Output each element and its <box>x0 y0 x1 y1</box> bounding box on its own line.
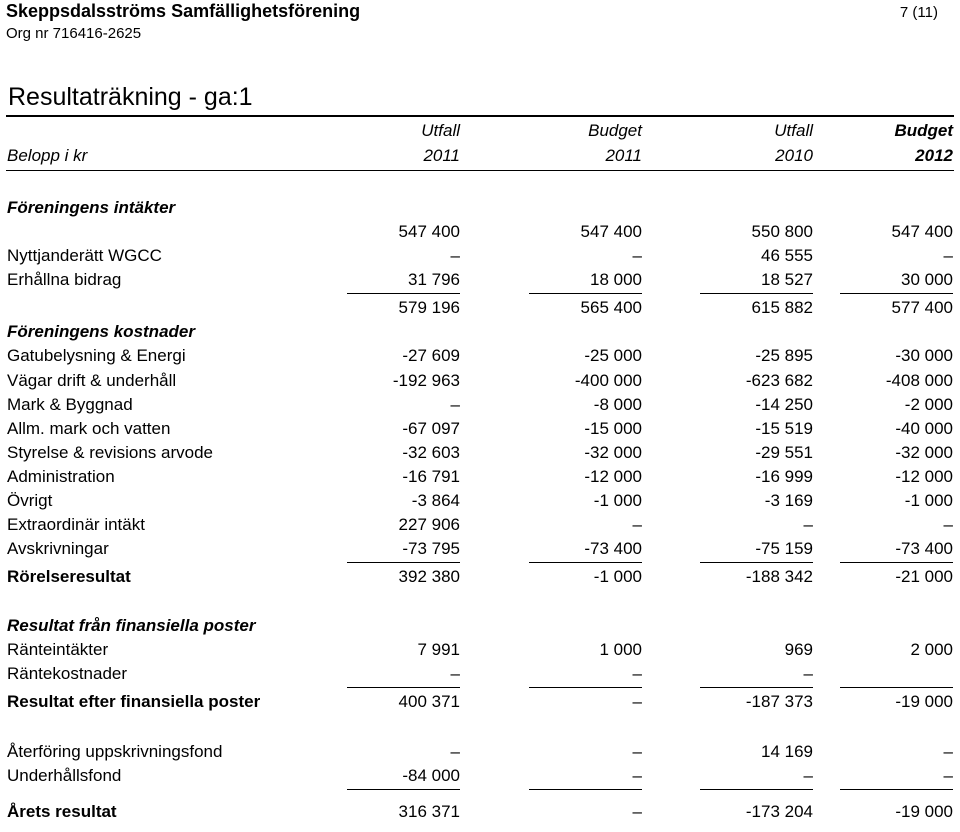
row-label: Resultat från finansiella poster <box>7 616 256 635</box>
cell-value: -32 603 <box>402 443 460 462</box>
cell-value: 579 196 <box>398 298 460 317</box>
page-number: 7 (11) <box>899 4 938 21</box>
organization-name: Skeppsdalsströms Samfällighetsförening <box>6 1 361 21</box>
row-label: Gatubelysning & Energi <box>7 346 186 365</box>
cell-value: – <box>450 742 460 761</box>
cell-value: -75 159 <box>755 539 813 558</box>
row-label: Rörelseresultat <box>7 567 131 586</box>
table-row <box>0 441 960 465</box>
cell-value: 18 000 <box>590 270 642 289</box>
cell-value: -1 000 <box>593 567 642 586</box>
cell-value: – <box>632 515 642 534</box>
cell-value: -192 963 <box>392 371 460 390</box>
subtotal-row <box>0 296 960 320</box>
cell-value: 227 906 <box>398 515 460 534</box>
column-header-row-2 <box>0 144 960 168</box>
cell-value: -27 609 <box>402 346 460 365</box>
cell-value: 615 882 <box>751 298 813 317</box>
cell-value: 316 371 <box>398 802 460 821</box>
row-label: Föreningens intäkter <box>7 198 176 217</box>
column-header-utfall-2010: Utfall <box>774 121 813 140</box>
cell-value: -1 000 <box>904 491 953 510</box>
cell-value: 547 400 <box>398 222 460 241</box>
column-header-row-1 <box>0 119 960 143</box>
sum-underline <box>347 789 460 790</box>
cell-value: 2 000 <box>910 640 953 659</box>
cell-value: -2 000 <box>904 395 953 414</box>
sum-underline <box>347 562 460 563</box>
section-heading-costs <box>0 320 960 344</box>
row-label: Mark & Byggnad <box>7 395 133 414</box>
amount-unit-label: Belopp i kr <box>7 146 88 165</box>
cell-value: -30 000 <box>895 346 953 365</box>
row-label: Årets resultat <box>7 802 117 821</box>
header-divider <box>6 170 954 171</box>
table-row <box>0 513 960 537</box>
cell-value: -29 551 <box>755 443 813 462</box>
cell-value: 547 400 <box>580 222 642 241</box>
table-row <box>0 489 960 513</box>
cell-value: -15 519 <box>755 419 813 438</box>
cell-value: -19 000 <box>895 692 953 711</box>
column-year-utfall-2010: 2010 <box>775 146 813 165</box>
cell-value: – <box>803 664 813 683</box>
cell-value: 392 380 <box>398 567 460 586</box>
cell-value: 18 527 <box>761 270 813 289</box>
table-row <box>0 662 960 686</box>
row-label: Underhållsfond <box>7 766 122 785</box>
row-label: Styrelse & revisions arvode <box>7 443 213 462</box>
sum-underline <box>529 293 642 294</box>
cell-value: 565 400 <box>580 298 642 317</box>
cell-value: -84 000 <box>402 766 460 785</box>
row-label: Avskrivningar <box>7 539 109 558</box>
cell-value: -15 000 <box>584 419 642 438</box>
cell-value: – <box>943 515 953 534</box>
column-header-utfall-2011: Utfall <box>421 121 460 140</box>
cell-value: 7 991 <box>417 640 460 659</box>
table-row <box>0 740 960 764</box>
cell-value: – <box>450 246 460 265</box>
sum-underline <box>700 562 813 563</box>
sum-underline <box>529 562 642 563</box>
sum-underline <box>529 687 642 688</box>
result-row-operating <box>0 565 960 589</box>
cell-value: – <box>450 395 460 414</box>
cell-value: -73 795 <box>402 539 460 558</box>
table-row <box>0 220 960 244</box>
cell-value: – <box>632 692 642 711</box>
column-header-budget-2011: Budget <box>588 121 642 140</box>
cell-value: -40 000 <box>895 419 953 438</box>
cell-value: 14 169 <box>761 742 813 761</box>
cell-value: -400 000 <box>574 371 642 390</box>
row-label: Räntekostnader <box>7 664 128 683</box>
row-label: Föreningens kostnader <box>7 322 195 341</box>
row-label: Nyttjanderätt WGCC <box>7 246 162 265</box>
row-label: Vägar drift & underhåll <box>7 371 177 390</box>
cell-value: -3 169 <box>764 491 813 510</box>
row-label: Övrigt <box>7 491 53 510</box>
sum-underline <box>700 293 813 294</box>
table-row <box>0 268 960 292</box>
cell-value: 550 800 <box>751 222 813 241</box>
sum-underline <box>700 687 813 688</box>
row-label: Administration <box>7 467 115 486</box>
sum-underline <box>347 293 460 294</box>
column-year-budget-2011: 2011 <box>605 146 642 165</box>
sum-underline <box>529 789 642 790</box>
cell-value: -187 373 <box>745 692 813 711</box>
table-row <box>0 369 960 393</box>
cell-value: -32 000 <box>895 443 953 462</box>
cell-value: -8 000 <box>593 395 642 414</box>
table-row <box>0 638 960 662</box>
sum-underline <box>700 789 813 790</box>
cell-value: -67 097 <box>402 419 460 438</box>
column-year-utfall-2011: 2011 <box>423 146 460 165</box>
cell-value: – <box>943 742 953 761</box>
cell-value: 547 400 <box>891 222 953 241</box>
section-heading-income <box>0 196 960 220</box>
column-header-budget-2012: Budget <box>894 121 953 140</box>
row-label: Återföring uppskrivningsfond <box>7 742 223 761</box>
row-label: Extraordinär intäkt <box>7 515 145 534</box>
column-year-budget-2012: 2012 <box>915 146 953 165</box>
cell-value: -16 791 <box>402 467 460 486</box>
sum-underline <box>840 789 953 790</box>
cell-value: – <box>632 664 642 683</box>
table-row <box>0 764 960 788</box>
cell-value: – <box>632 742 642 761</box>
cell-value: -19 000 <box>895 802 953 821</box>
sum-underline <box>840 687 953 688</box>
cell-value: -14 250 <box>755 395 813 414</box>
cell-value: -16 999 <box>755 467 813 486</box>
title-divider <box>6 115 954 117</box>
row-label: Erhållna bidrag <box>7 270 122 289</box>
table-row <box>0 393 960 417</box>
cell-value: 1 000 <box>599 640 642 659</box>
cell-value: -25 000 <box>584 346 642 365</box>
page-title: Resultaträkning - ga:1 <box>8 83 253 111</box>
sum-underline <box>840 293 953 294</box>
cell-value: -3 864 <box>411 491 460 510</box>
cell-value: – <box>632 766 642 785</box>
row-label: Ränteintäkter <box>7 640 109 659</box>
cell-value: 30 000 <box>901 270 953 289</box>
cell-value: -32 000 <box>584 443 642 462</box>
cell-value: -12 000 <box>584 467 642 486</box>
cell-value: -1 000 <box>593 491 642 510</box>
table-row <box>0 537 960 561</box>
cell-value: -73 400 <box>895 539 953 558</box>
cell-value: -188 342 <box>745 567 813 586</box>
row-label: Resultat efter finansiella poster <box>7 692 261 711</box>
sum-underline <box>347 687 460 688</box>
cell-value: 400 371 <box>398 692 460 711</box>
cell-value: -408 000 <box>885 371 953 390</box>
table-row <box>0 244 960 268</box>
cell-value: – <box>943 766 953 785</box>
cell-value: – <box>450 664 460 683</box>
cell-value: -173 204 <box>745 802 813 821</box>
cell-value: -25 895 <box>755 346 813 365</box>
cell-value: -73 400 <box>584 539 642 558</box>
table-row <box>0 465 960 489</box>
cell-value: – <box>943 246 953 265</box>
organization-number: Org nr 716416-2625 <box>6 25 142 42</box>
cell-value: – <box>632 246 642 265</box>
table-row <box>0 344 960 368</box>
cell-value: 577 400 <box>891 298 953 317</box>
cell-value: -21 000 <box>895 567 953 586</box>
table-row <box>0 417 960 441</box>
cell-value: – <box>632 802 642 821</box>
sum-underline <box>840 562 953 563</box>
cell-value: -12 000 <box>895 467 953 486</box>
cell-value: 31 796 <box>408 270 460 289</box>
cell-value: -623 682 <box>745 371 813 390</box>
cell-value: – <box>803 515 813 534</box>
section-heading-financial <box>0 614 960 638</box>
cell-value: 46 555 <box>761 246 813 265</box>
result-row-after-financial <box>0 690 960 714</box>
row-label: Allm. mark och vatten <box>7 419 171 438</box>
cell-value: 969 <box>784 640 813 659</box>
cell-value: – <box>803 766 813 785</box>
result-row-year <box>0 800 960 824</box>
